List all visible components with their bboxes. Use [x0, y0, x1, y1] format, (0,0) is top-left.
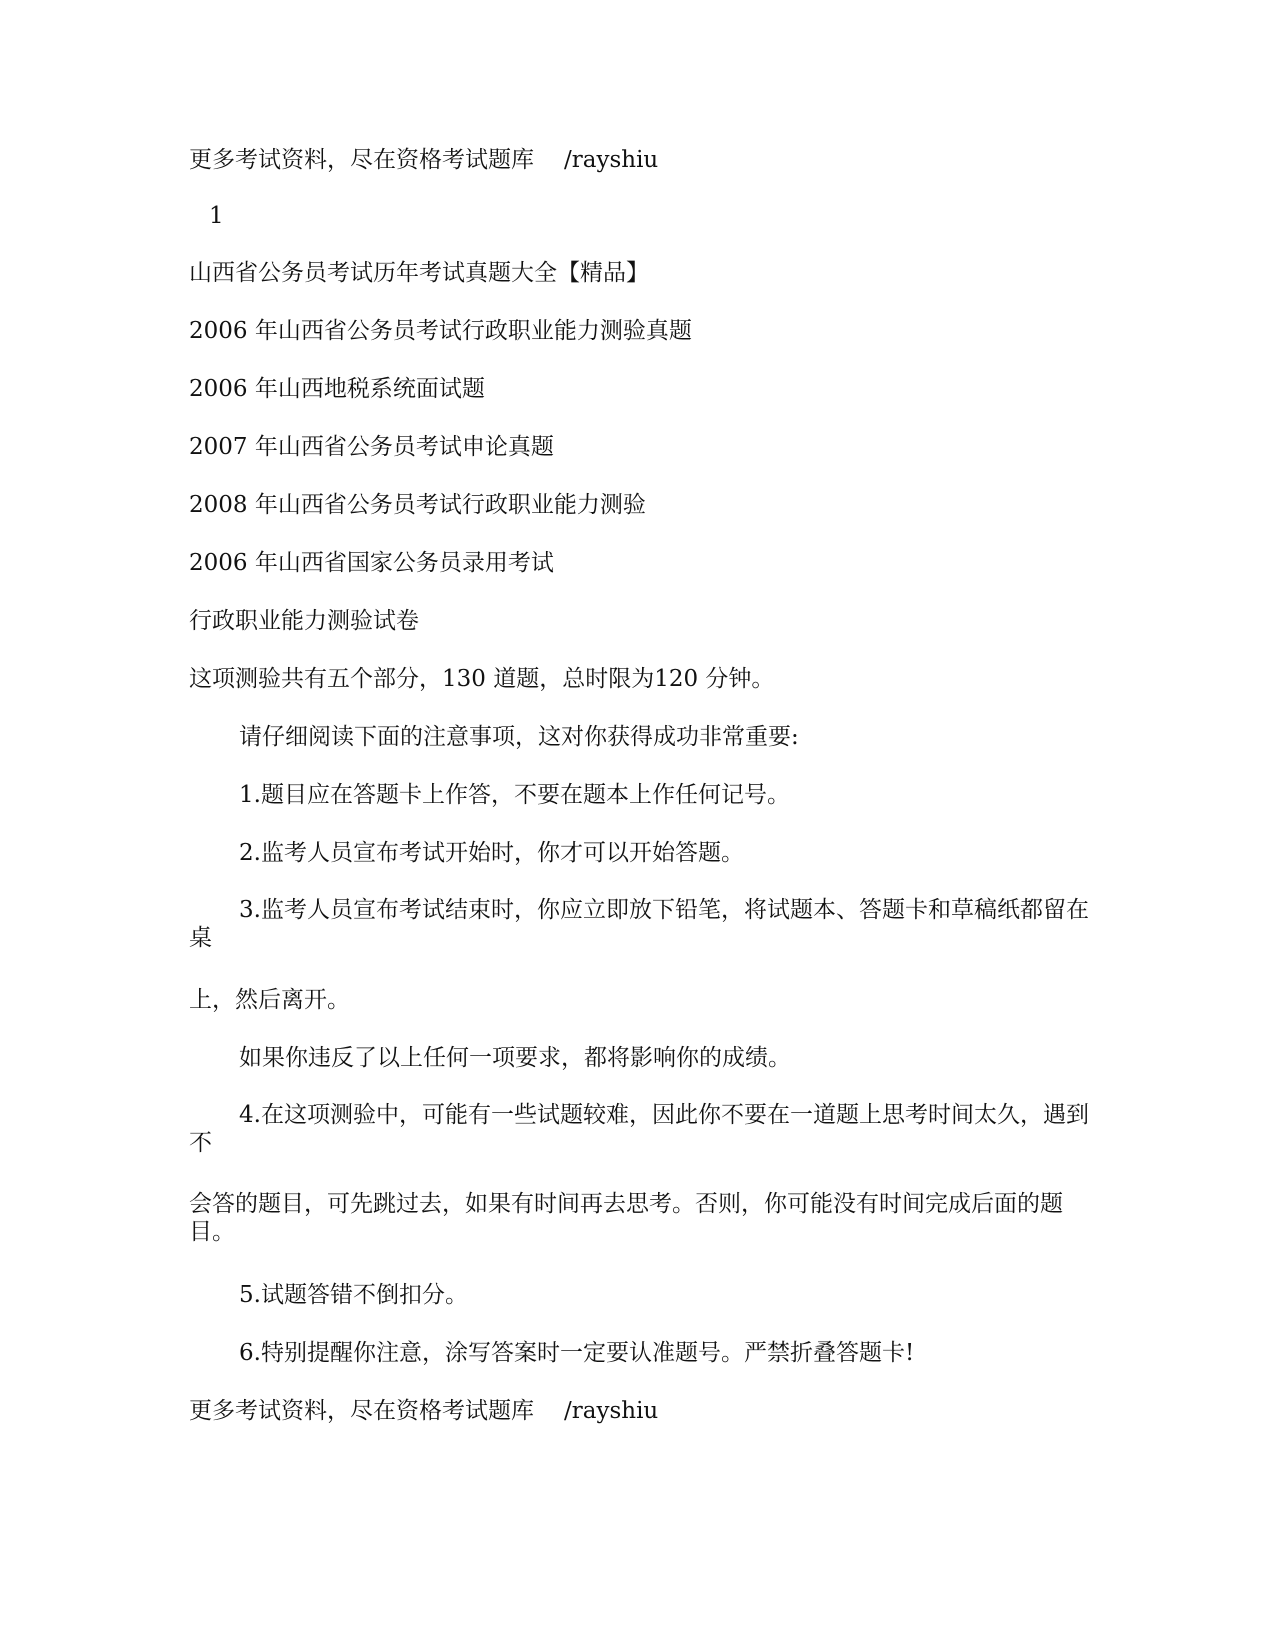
footer-text: 更多考试资料，尽在资格考试题库: [189, 1398, 534, 1424]
toc-item: 2007 年山西省公务员考试申论真题: [189, 434, 554, 460]
rule-1: 1.题目应在答题卡上作答，不要在题本上作任何记号。: [239, 782, 790, 808]
rule-3-continued: 上，然后离开。: [189, 987, 350, 1013]
exam-title: 行政职业能力测验试卷: [189, 608, 419, 634]
rule-4: [189, 1101, 1089, 1157]
notice-heading: 请仔细阅读下面的注意事项，这对你获得成功非常重要:: [239, 724, 799, 750]
rule-4-text: 4.在这项测验中，可能有一些试题较难，因此你不要在一道题上思考时间太久，遇到不: [189, 1102, 1089, 1156]
rule-3-text: 3.监考人员宣布考试结束时，你应立即放下铅笔，将试题本、答题卡和草稿纸都留在桌: [189, 897, 1089, 951]
rule-2: 2.监考人员宣布考试开始时，你才可以开始答题。: [239, 840, 744, 866]
violation-notice: 如果你违反了以上任何一项要求，都将影响你的成绩。: [239, 1045, 791, 1071]
toc-item: 2006 年山西省国家公务员录用考试: [189, 550, 554, 576]
rule-4-continued: 会答的题目，可先跳过去，如果有时间再去思考。否则，你可能没有时间完成后面的题目。: [189, 1191, 1063, 1245]
toc-item: 2006 年山西地税系统面试题: [189, 376, 485, 402]
rule-5: 5.试题答错不倒扣分。: [239, 1282, 468, 1308]
rule-3: [189, 896, 1089, 952]
toc-item: 2006 年山西省公务员考试行政职业能力测验真题: [189, 318, 692, 344]
footer-line: [189, 1396, 1089, 1426]
header-text: 更多考试资料，尽在资格考试题库: [189, 147, 534, 173]
toc-item: 2008 年山西省公务员考试行政职业能力测验: [189, 492, 646, 518]
document-title: 山西省公务员考试历年考试真题大全【精品】: [189, 260, 649, 286]
page-number: 1: [209, 203, 224, 229]
header-url: /rayshiu: [564, 147, 659, 173]
footer-url: /rayshiu: [564, 1398, 659, 1424]
header-line: [189, 145, 1089, 175]
exam-intro: 这项测验共有五个部分，130 道题，总时限为120 分钟。: [189, 666, 775, 692]
rule-6: 6.特别提醒你注意，涂写答案时一定要认准题号。严禁折叠答题卡!: [239, 1340, 915, 1366]
